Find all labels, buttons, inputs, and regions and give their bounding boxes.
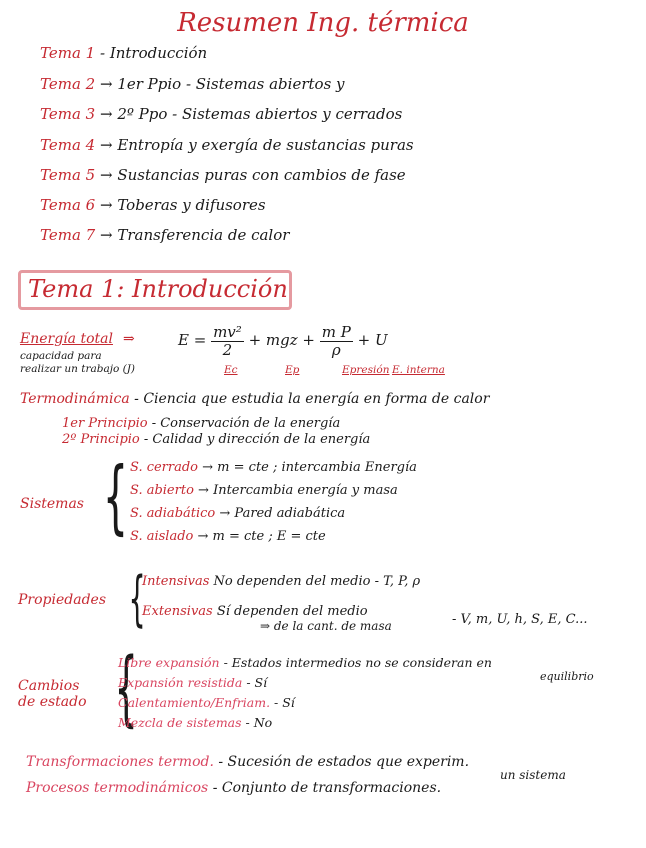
propiedad-intensivas: Intensivas No dependen del medio - T, P, ρ xyxy=(142,574,421,589)
energia-note-2: realizar un trabajo (J) xyxy=(20,363,136,375)
procesos-line: Procesos termodinámicos - Conjunto de transformaciones. xyxy=(26,780,442,796)
toc-item-5: Tema 5 → Sustancias puras con cambios de fase xyxy=(40,166,406,184)
label-ep: Ep xyxy=(285,364,300,376)
sistemas-brace: { xyxy=(102,450,129,543)
principio-2: 2º Principio - Calidad y dirección de la energía xyxy=(62,432,371,447)
energia-label: Energía total xyxy=(20,331,113,347)
energia-note-1: capacidad para xyxy=(20,350,102,362)
toc-item-2: Tema 2 → 1er Ppio - Sistemas abiertos y xyxy=(40,75,345,93)
principio-1: 1er Principio - Conservación de la energía xyxy=(62,416,341,431)
toc-item-3: Tema 3 → 2º Ppo - Sistemas abiertos y cerrados xyxy=(40,105,403,123)
termo-line: Termodinámica - Ciencia que estudia la energía en forma de calor xyxy=(20,391,490,407)
toc-item-1: Tema 1 - Introducción xyxy=(40,44,208,62)
extensivas-vars: - V, m, U, h, S, E, C... xyxy=(452,612,588,627)
sistemas-label: Sistemas xyxy=(20,496,84,512)
extensivas-masa: ⇒ de la cant. de masa xyxy=(260,619,392,633)
cambio-item-4: Mezcla de sistemas - No xyxy=(118,715,273,730)
cambio-equilibrio: equilibrio xyxy=(540,670,594,683)
propiedades-brace: { xyxy=(128,564,146,634)
energy-equation: E = $\frac{\text{mv²}}{2}$ + mgz + $\frac{\text{m P}}{\rho}$ + U xyxy=(178,323,388,359)
cambios-brace: { xyxy=(114,641,138,736)
label-einterna: E. interna xyxy=(392,364,445,376)
propiedades-label: Propiedades xyxy=(18,592,107,608)
toc-item-6: Tema 6 → Toberas y difusores xyxy=(40,196,266,214)
transformaciones-line: Transformaciones termod. - Sucesión de estados que experim. xyxy=(26,754,470,770)
cambios-label-1: Cambios xyxy=(18,678,80,694)
page-title: Resumen Ing. térmica xyxy=(177,8,469,38)
section-heading: Tema 1: Introducción xyxy=(28,275,288,303)
cambio-item-1: Libre expansión - Estados intermedios no se consideran en xyxy=(118,655,492,670)
energia-arrow: ⇒ xyxy=(123,331,135,347)
label-epresion: Epresión xyxy=(342,364,390,376)
sistema-item-2: S. abierto → Intercambia energía y masa xyxy=(130,483,398,498)
sistema-item-3: S. adiabático → Pared adiabática xyxy=(130,506,346,521)
propiedad-extensivas: Extensivas Sí dependen del medio xyxy=(142,604,368,619)
cambios-label-2: de estado xyxy=(18,694,87,710)
cambio-item-2: Expansión resistida - Sí xyxy=(118,675,268,690)
cambio-item-3: Calentamiento/Enfriam. - Sí xyxy=(118,695,295,710)
transformaciones-line-2: un sistema xyxy=(500,768,566,782)
toc-item-4: Tema 4 → Entropía y exergía de sustancias puras xyxy=(40,136,414,154)
label-ec: Ec xyxy=(224,364,238,376)
sistema-item-4: S. aislado → m = cte ; E = cte xyxy=(130,529,326,544)
toc-item-7: Tema 7 → Transferencia de calor xyxy=(40,226,290,244)
sistema-item-1: S. cerrado → m = cte ; intercambia Energía xyxy=(130,460,417,475)
